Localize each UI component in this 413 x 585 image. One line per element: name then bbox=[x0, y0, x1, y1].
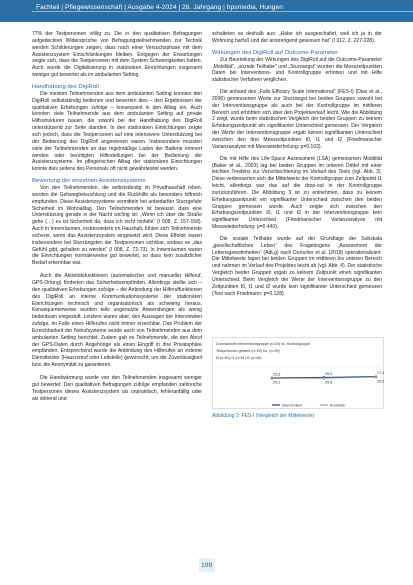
right-column bbox=[212, 31, 382, 298]
paragraph: Die soziale Teilhabe wurde auf der Grundlage der Subskala „gesellschaftliches Leben“ des Fragebogens „Assessment der Lebensgewohnheiten“ (AdLg) nach Durocher et al. (2018) operationalisiert. Die Mittelwerte lagen bei beiden Gruppen im mittleren bis unteren Bereich und nahmen im Verlauf des Projektes leicht ab (vgl. Abb. 4). Der statistische Vergleich beider Gruppen ergab zu keinem Zeitpunkt einen signifikanten Unterschied. Beim Vergleich der Werte der Interventionsgruppe zu den Zeitpunkten t0, t1 und t2 wurde kein signifikanter Unterschied gemessen (Test nach Friedmann: p=0.128). bbox=[212, 235, 382, 297]
header-rule bbox=[32, 11, 413, 12]
paragraph: Auch die Aktivitätsfunktionen (automatischer und manueller Hilferuf, GPS-Ortung) förderten das Sicherheitsempfinden. Allerdings stellte sich – den qualitativen Erhebungen zufolge – die Anbindung der Hilferuffunktionen des DigiRoll an interne Kommunikationssysteme der stationären Einrichtungen technisch und organisatorisch als schwierig heraus. Konsequenterweise wurden teils ungenutzte Anwendungen als wenig bedeutsam eingestuft. Letztere waren aber, den Aussagen der Interviewten zufolge, im Falle eines Hilferufes nicht immer erreichbar. Das Problem der Erreichbarkeit der Notrufsysteme wurde auch von Teilnehmenden aus dem ambulanten Setting berichtet. Zudem gab es Teilnehmende, die den Abruf der GPS-Daten durch Angehörige als einen Eingriff in ihre Privatsphäre empfanden. Entsprechend wurde die Anbindung des Hilferufes an externe Dienstleister (Hausnotruf oder Leitstelle) gewünscht, um die Zuverlässigkeit bzw. die Anonymität zu garantieren. bbox=[32, 273, 202, 369]
paragraph: Die meisten Teilnehmenden aus dem ambulanten Setting konnten den DigiRoll selbstständig bedienen und bewerten dies – den Ergebnissen der qualitativen Erhebungen zufolge – konsequent in den Alltag ein. Auch konnten viele Teilnehmende aus dem ambulanten Setting auf private Hilfsstrukturen bauen, die sowohl bei der Handhabung des DigiRoll unterstützend zur Seite standen. In den stationären Einrichtungen zeigte sich jedoch, dass die Testpersonen auf eine intensivere Unterstützung bei der Bedienung des DigiRoll angewiesen waren. Insbesondere mussten viele der Teilnehmenden an das regelmäßige Laden der Batterie erinnert werden oder benötigten Hilfestellungen bei der Bedienung der Assistenzsysteme. Im pflegerischen Alltag der stationären Einrichtungen konnte dies seitens des Personals oft nicht gewährleistet werden. bbox=[32, 90, 202, 173]
row-label: Durchschnitt Interventionsgruppe (n=24) vs. Kontrollgruppe bbox=[216, 342, 311, 346]
row-label: t0 (n=81) t1 (n=61) t2 (n=48) bbox=[216, 356, 262, 360]
fes-i-figure bbox=[212, 337, 384, 409]
page-number: 199 bbox=[201, 562, 213, 569]
paragraph: Die Handwärmung wurde von den Teilnehmenden insgesamt weniger gut bewertet. Den qualitativen Befragungen zufolge empfanden zahlreiche Testpersonen dieses Assistenzsystem als unpraktisch, fehleranfällig oder als störend und bbox=[32, 374, 202, 402]
data-label: 25,2 bbox=[273, 380, 281, 385]
legend-label: Intervention bbox=[282, 403, 302, 408]
running-header bbox=[0, 0, 413, 22]
paragraph: Die mit Hilfe des Life-Space Assessment (LSA) gemessenen Mobilität (Baker et al., 2003) lag bei beiden Gruppen im unteren Drittel mit einer leichten Tendenz zur Verschlechterung im Verlauf des Tests (vgl. Abb. 3). Diese verbesserten sich die Mittelwerte der Kontrollgruppe zum Zeitpunkt t1 leicht, allerdings war das auf die drop-out in der Kontrollgruppe zurückzuführen. Die Abbildung 3 ist zu entnehmen, dass zu keinem Erhebungszeitpunkt ein signifikanter Unterschied zwischen den beiden Gruppen gemessen wurde. Auch zeigte sich zwischen den Erhebungszeitpunkten t0, t1 und t2 in der Interventionsgruppe kein signifikanter Unterschied (Friedmanscher Varianzanalyse mit Messwiederholung: p=0.440). bbox=[212, 155, 382, 231]
paragraph: schalteten es deshalb aus: „Habe ich ausgeschaltet, weil ich ja in der Wohnung barfuß und der anstrengend gesessen hat“ (I 012, Z. 227-228). bbox=[212, 31, 382, 44]
line-chart bbox=[212, 337, 384, 409]
data-point bbox=[323, 377, 326, 380]
data-label: 25,6 bbox=[325, 380, 333, 385]
data-point bbox=[375, 376, 378, 379]
paragraph: 77% der Testpersonen völlig zu. Die in den qualitativen Befragungen aufgedeckten Widersprüche von Befragungsteilnehmenden zur Technik werden Schilderungen zeigen, dass nach einer Versuchsphase mit dem Assistenzsystem Einschränkungen bleiben. Entgegen der Erwartungen zeigte sich, dass die Testpersonen mit dem System Schwierigkeiten hatten. Auch wurde die Digitalisierung in stationären Einrichtungen insgesamt weniger gut bewertet als im ambulanten Setting. bbox=[32, 31, 202, 79]
data-label: 25,8 bbox=[273, 372, 281, 377]
data-point bbox=[271, 377, 274, 380]
section-heading: Handhabung des DigiRoll bbox=[32, 83, 99, 90]
section-heading: Bewertung der einzelnen Assistenzsysteme bbox=[32, 178, 146, 185]
header-text: Fachteil | Pflegewissenschaft | Ausgabe 4-2024 | 26. Jahrgang | hpsmedia, Hungen bbox=[36, 4, 283, 11]
data-label: 27,4 bbox=[377, 371, 384, 376]
paragraph: Von den Teilnehmenden, die selbstständig im Privathaushalt leben, wurden die Gehwegbeleuchtung und die Rückhilfe als besonders hilfreich empfunden. Diese Assistenzsysteme vermitteln bei unbedarfter Sturzgefahr Sicherheit im Wohnalltag. Den Teilnehmenden ist bewusst, dass eine Unterstützung gerade in der Nacht wichtig ist: „Wenn ich über die Straße gehe (…) es ist Sicherheit da, dass ich nicht hinfalle“ (I 008, Z. 157-158). Auch in Innenräumen, insbesondere im Haushalt, fühlen sich Teilnehmende sicherer, wenn das Assistenzsystem eingesetzt wird. Diese Effekte waren insbesondere bei Sturzängsten der Testpersonen sichtbar, sodass es „das Gefühl gibt, gehalten zu werden“ (I 008, Z. 72-73). In Innenräumen waren die Einrichtungen normalerweise gut bewertet, so dass kein zusätzlicher Bedarf erkennbar war. bbox=[32, 185, 202, 267]
paragraph: Die anhand des „Falls Efficacy Scale International“ (FES-I) (Dias et al., 2006) gemessenen Werte zur Sturzangst bei beiden Gruppen sowohl bei der Interventionsgruppe als auch bei der Kontrollgruppe im mittleren Bereich und erhöhten sich über den Projektverlauf leicht. Wie die Abbildung 2 zeigt, wurde beim statistischen Vergleich der beiden Gruppen zu keinem Erhebungszeitpunkt ein signifikanter Unterschied gemessen. Der Vergleich der Werte der Interventionsgruppe ergab keinen signifikanten Unterschied zwischen den drei Messzeitpunkten t0, t1 und t2 (Friedmanscher Varianzanalyse mit Messwiederholung: p=0.103). bbox=[212, 89, 382, 150]
section-heading: Wirkungen des DigiRoll auf Outcome-Parameter bbox=[212, 49, 339, 56]
legend-label: Kontrolle bbox=[330, 403, 345, 408]
row-label: Testpersonen gesamt (n=99) Ko. (n=99) bbox=[216, 349, 280, 353]
paragraph: Zur Beurteilung der Wirkungen des DigiRoll auf die Outcome-Parameter „Mobilität“, „soziale Teilhabe“ und „Sturzangst“ wurden die Messzeitpunkten Daten bei Interventions- und Kontrollgruppe erhoben und mit Hilfe statistischer Verfahren verglichen. bbox=[212, 56, 382, 84]
data-label: 26,9 bbox=[377, 379, 384, 384]
data-label: 26,5 bbox=[325, 371, 333, 376]
figure-caption: Abbildung 2: FES-I (Vergleich der Mittelwerte) bbox=[212, 413, 315, 419]
left-column bbox=[32, 31, 202, 402]
